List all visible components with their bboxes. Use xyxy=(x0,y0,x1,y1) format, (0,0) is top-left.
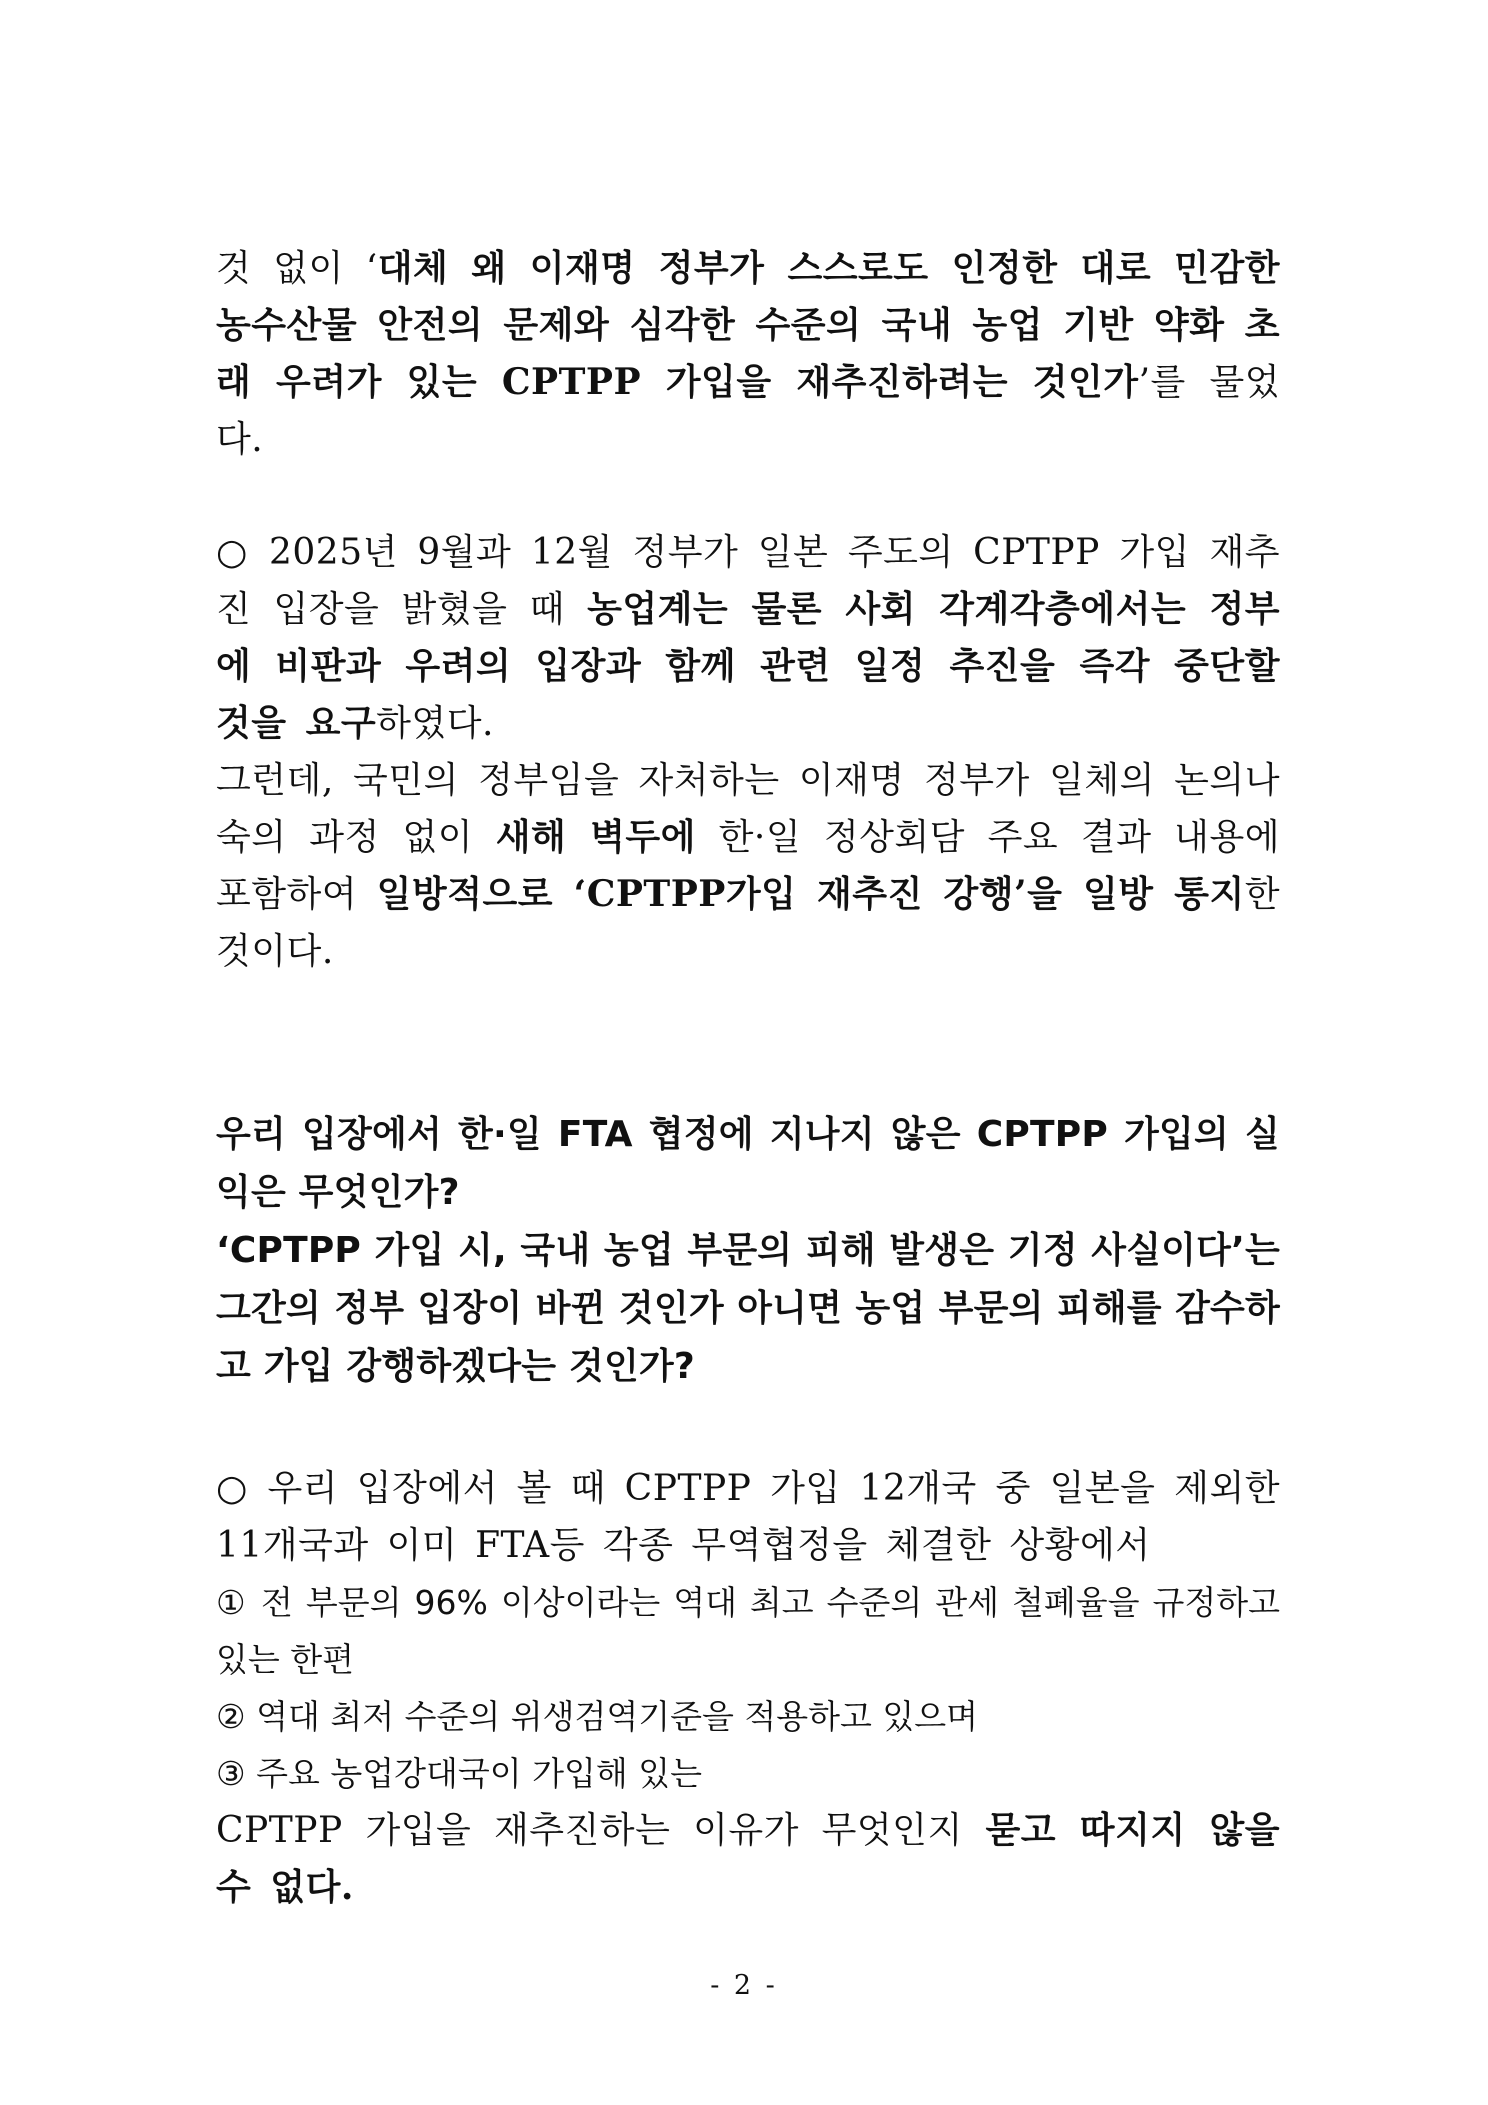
section-heading-question-1: 우리 입장에서 한·일 FTA 협정에 지나지 않은 CPTPP 가입의 실익은 무엇인가? xyxy=(216,1114,1280,1213)
text-run: ○ 우리 입장에서 볼 때 CPTPP 가입 12개국 중 일본을 제외한 11개국과 이미 FTA등 각종 무역협정을 체결한 상황에서 xyxy=(216,1468,1280,1566)
list-item: ③ 주요 농업강대국이 가입해 있는 xyxy=(216,1754,702,1793)
paragraph-conclusion xyxy=(216,1802,1280,1916)
page-number: - 2 - xyxy=(710,1970,778,2001)
list-item: ① 전 부문의 96% 이상이라는 역대 최고 수준의 관세 철폐율을 규정하고 있는 한편 xyxy=(216,1583,1280,1679)
spacer xyxy=(216,468,1280,524)
paragraph-government-position xyxy=(216,524,1280,752)
text-run: 하였다. xyxy=(376,703,494,744)
spacer xyxy=(216,980,1280,1106)
paragraph-unilateral-notice xyxy=(216,752,1280,980)
spacer xyxy=(216,1396,1280,1460)
text-run: CPTPP 가입을 재추진하는 이유가 무엇인지 xyxy=(216,1810,986,1851)
text-run: 한·일 정상회담 주요 결과 내용에 포함하여 xyxy=(216,817,1280,915)
bold-text-run: 대체 왜 이재명 정부가 스스로도 인정한 대로 민감한 농수산물 안전의 문제와 심각한 수준의 국내 농업 기반 약화 초래 우려가 있는 CPTPP 가입을 재추진하려는 것인가 xyxy=(216,247,1280,403)
text-run: 한 것이다. xyxy=(216,874,1280,972)
text-run: ’를 물었다. xyxy=(216,362,1281,460)
bold-text-run: 농업계는 물론 사회 각계각층에서는 정부에 비판과 우려의 입장과 함께 관련 일정 추진을 즉각 중단할 것을 요구 xyxy=(216,588,1280,744)
text-run: 것 없이 ‘ xyxy=(216,248,378,289)
list-item: ② 역대 최저 수준의 위생검역기준을 적용하고 있으며 xyxy=(216,1697,978,1736)
document-page xyxy=(216,240,1280,1916)
bold-text-run: 일방적으로 ‘CPTPP가입 재추진 강행’을 일방 통지 xyxy=(376,873,1245,915)
text-run: 그런데, 국민의 정부임을 자처하는 이재명 정부가 일체의 논의나 숙의 과정 없이 xyxy=(216,760,1280,858)
paragraph-trade-agreements xyxy=(216,1460,1280,1574)
bold-text-run: 새해 벽두에 xyxy=(495,816,696,858)
bold-text-run: 묻고 따지지 않을 수 없다. xyxy=(216,1809,1280,1908)
paragraph-intro-question xyxy=(216,240,1280,468)
text-run: ○ 2025년 9월과 12월 정부가 일본 주도의 CPTPP 가입 재추진 입장을 밝혔을 때 xyxy=(216,532,1280,630)
section-heading-question-2: ‘CPTPP 가입 시, 국내 농업 부문의 피해 발생은 기정 사실이다’는 그간의 정부 입장이 바뀐 것인가 아니면 농업 부문의 피해를 감수하고 가입 강행하겠다는 것인가? xyxy=(216,1230,1280,1387)
